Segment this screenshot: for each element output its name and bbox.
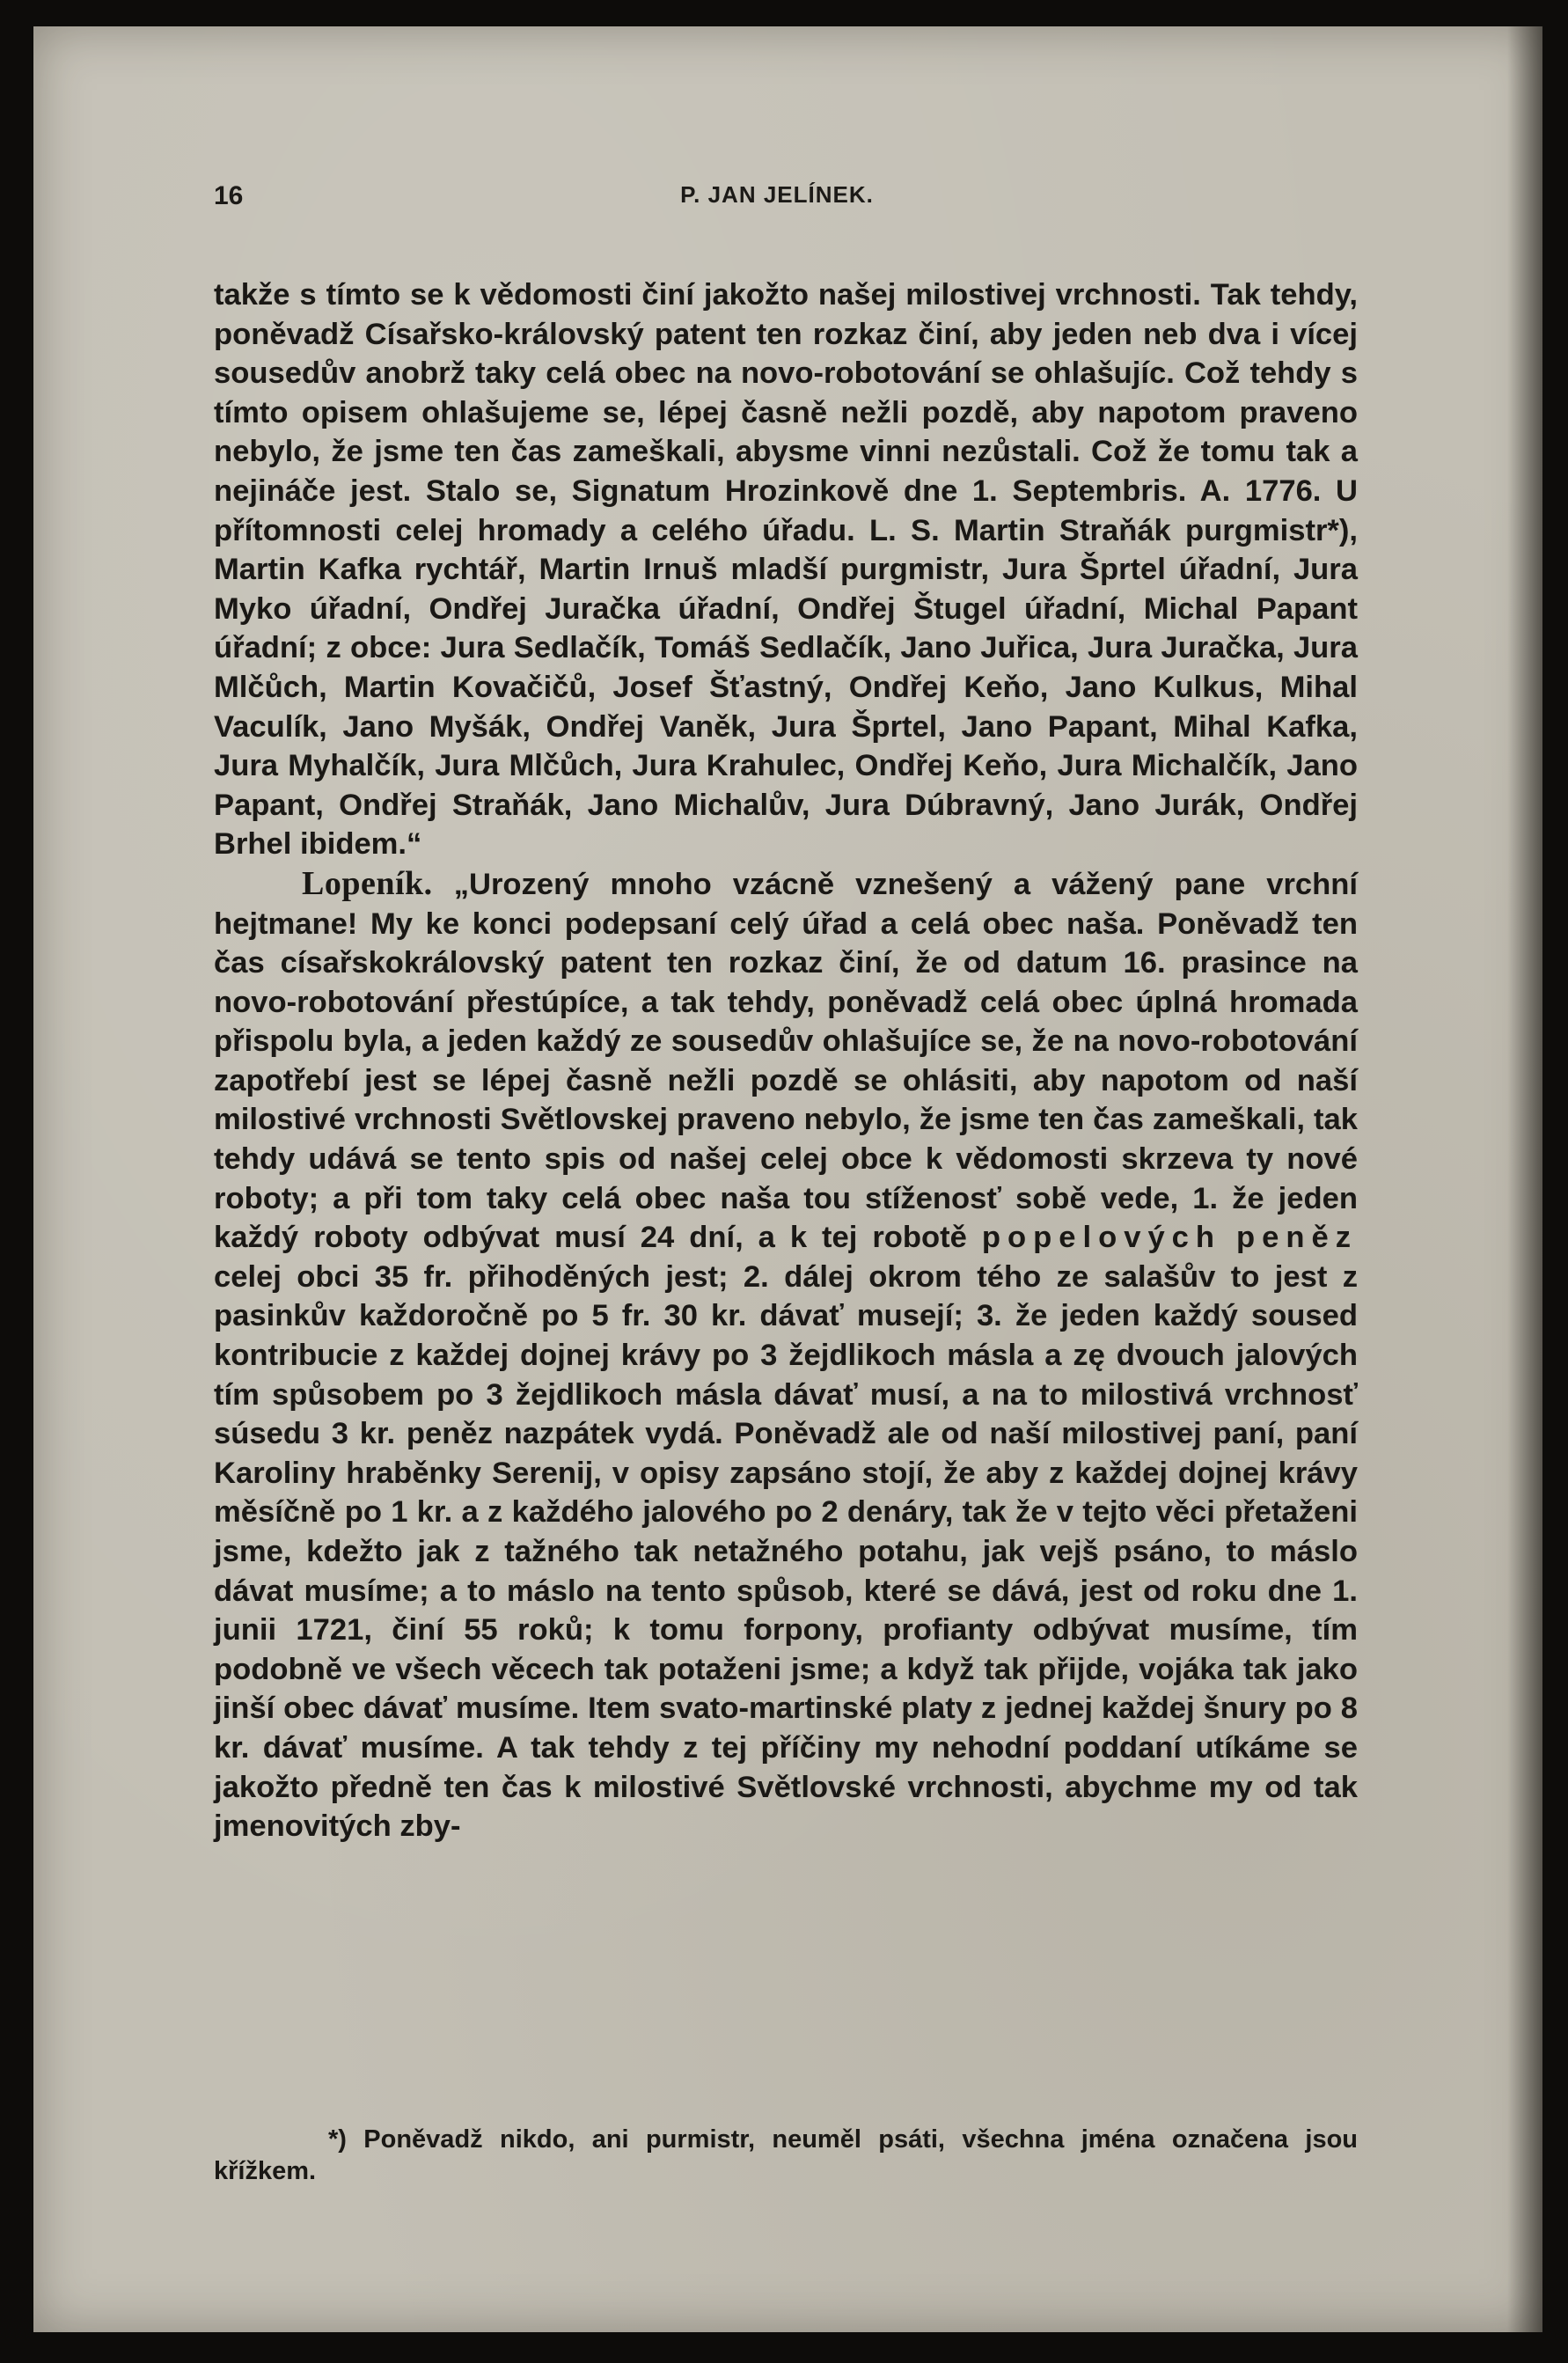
- spaced-word-penez: peněz: [1236, 1221, 1358, 1255]
- page-number: 16: [214, 181, 244, 210]
- running-head: P. JAN JELÍNEK.: [680, 181, 874, 208]
- section-lead-lopenik: Lopeník.: [302, 864, 433, 902]
- paragraph-2-text-a: „Urozený mnoho vzácně vznešený a vážený pane vrchní hejtmane! My ke konci podepsaní celý úřad a celá obec naša. Poněvadž ten čas císařskokrálovský patent ten rozkaz činí, že od datum 16. prasince na novo-robotování přestúpíce, a tak tehdy, poněvadž celá obec úplná hromada přispolu byla, a jeden každý ze sousedův ohlašujíce se, že na novo-robotování zapotřebí jest se lépej časně nežli pozdě se ohlásiti, aby napotom od naší milostivé vrchnosti Světlovskej praveno nebylo, že jsme ten čas zameškali, tak tehdy udává se tento spis od našej celej obce k vědomosti skrzeva ty nové roboty; a při tom taky celá obec naša tou stíženosť sobě vede, 1. že jeden každý roboty odbývat musí 24 dní, a k tej robotě: [214, 867, 1358, 1255]
- footnote: *) Poněvadž nikdo, ani purmistr, neuměl psáti, všechna jména označena jsou křížkem.: [214, 2125, 1358, 2185]
- scanned-page: [33, 26, 1542, 2332]
- spaced-word-popelovych: popelových: [981, 1221, 1222, 1255]
- body-text: [214, 275, 1358, 1846]
- paragraph-1: takže s tímto se k vědomosti činí jakožto našej milostivej vrchnosti. Tak tehdy, poněvadž Císařsko-královský patent ten rozkaz činí, aby jeden neb dva i vícej sousedův anobrž taky celá obec na novo-robotování se ohlašujíc. Což tehdy s tímto opisem ohlašujeme se, lépej časně nežli pozdě, aby napotom praveno nebylo, že jsme ten čas zameškali, abysme vinni nezůstali. Což že tomu tak a nejináče jest. Stalo se, Signatum Hrozinkově dne 1. Septembris. A. 1776. U přítomnosti celej hromady a celého úřadu. L. S. Martin Straňák purgmistr*), Martin Kafka rychtář, Martin Irnuš mladší purgmistr, Jura Šprtel úřadní, Jura Myko úřadní, Ondřej Juračka úřadní, Ondřej Štugel úřadní, Michal Papant úřadní; z obce: Jura Sedlačík, Tomáš Sedlačík, Jano Juřica, Jura Juračka, Jura Mlčůch, Martin Kovačičů, Josef Šťastný, Ondřej Keňo, Jano Kulkus, Mihal Vaculík, Jano Myšák, Ondřej Vaněk, Jura Šprtel, Jano Papant, Mihal Kafka, Jura Myhalčík, Jura Mlčůch, Jura Krahulec, Ondřej Keňo, Jura Michalčík, Jano Papant, Ondřej Straňák, Jano Michalův, Jura Dúbravný, Jano Jurák, Ondřej Brhel ibidem.“: [214, 278, 1358, 862]
- page-edge-shadow: [1507, 26, 1542, 2332]
- paragraph-2-text-b: celej obci 35 fr. přihoděných jest; 2. dálej okrom tého ze salašův to jest z pasinkův každoročně po 5 fr. 30 kr. dávať musejí; 3. že jeden každý soused kontribucie z každej dojnej krávy po 3 žejdlikoch másla a zę dvouch jalových tím spůsobem po 3 žejdlikoch másla dávať musí, a na to milostivá vrchnosť súsedu 3 kr. peněz nazpátek vydá. Poněvadž ale od naší milostivej paní, paní Karoliny hraběnky Serenij, v opisy zapsáno stojí, že aby z každej dojnej krávy měsíčně po 1 kr. a z každého jalového po 2 denáry, tak že v tejto věci přetaženi jsme, kdežto jak z tažného tak netažného potahu, jak vejš psáno, to máslo dávat musíme; a to máslo na tento spůsob, které se dává, jest od roku dne 1. junii 1721, činí 55 roků; k tomu forpony, profianty odbývat musíme, tím podobně ve všech věcech tak potaženi jsme; a když tak přijde, vojáka tak jako jinší obec dávať musíme. Item svato-martinské platy z jednej každej šnury po 8 kr. dávať musíme. A tak tehdy z tej příčiny my nehodní poddaní utíkáme se jakožto předně ten čas k milostivé Světlovské vrchnosti, abychme my od tak jmenovitých zby-: [214, 1259, 1358, 1844]
- paragraph-2: [214, 864, 1358, 1846]
- paragraph-2-space: [1221, 1221, 1236, 1254]
